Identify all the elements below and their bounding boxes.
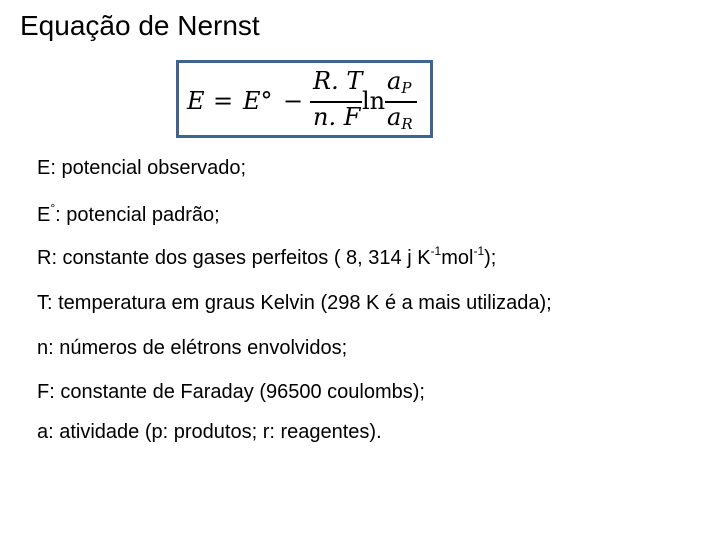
equation-equals: = <box>213 87 234 115</box>
equation-standard-potential: E° <box>243 87 273 115</box>
definition-e0-degree: ° <box>50 201 56 215</box>
definition-f: F: constante de Faraday (96500 coulombs); <box>37 381 425 403</box>
fraction-numerator: R. T <box>313 67 363 95</box>
activity-products <box>387 67 411 102</box>
definition-e0-text: : potencial padrão; <box>55 204 220 226</box>
equation-minus: − <box>283 87 304 115</box>
definition-r-exponent-k: -1 <box>430 244 442 258</box>
definition-e: E: potencial observado; <box>37 157 247 179</box>
equation-lhs: E <box>187 87 205 115</box>
nernst-equation-box <box>176 60 433 138</box>
definition-r <box>37 246 496 270</box>
activity-reagents-base: a <box>387 103 402 131</box>
definition-r-mol: mol <box>441 247 474 269</box>
definition-e0 <box>37 203 220 227</box>
standard-potential-symbol: E <box>243 87 261 115</box>
definition-r-exponent-mol: -1 <box>473 244 485 258</box>
fraction-denominator: n. F <box>313 103 361 131</box>
slide-title: Equação de Nernst <box>20 10 260 41</box>
activity-reagents <box>387 103 413 138</box>
definition-a: a: atividade (p: produtos; r: reagentes). <box>37 421 382 443</box>
definition-r-close: ); <box>484 247 497 269</box>
activity-reagents-subscript: R <box>401 115 413 133</box>
definition-r-text: R: constante dos gases perfeitos ( 8, 314 j K <box>37 247 431 269</box>
activity-products-base: a <box>387 67 402 95</box>
definition-n: n: números de elétrons envolvidos; <box>37 337 348 359</box>
definition-t: T: temperatura em graus Kelvin (298 K é a mais utilizada); <box>37 292 552 314</box>
definition-e0-symbol: E <box>37 204 51 226</box>
equation-ln: ln <box>362 87 386 115</box>
activity-products-subscript: P <box>401 79 412 97</box>
